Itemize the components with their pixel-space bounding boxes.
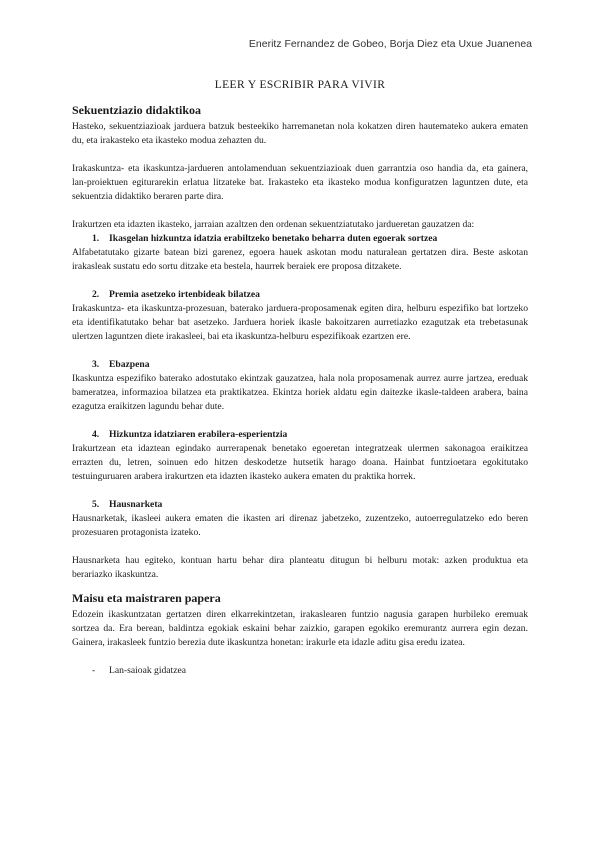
section-heading-maisu: Maisu eta maistraren papera [72, 591, 221, 605]
page-header-authors: Eneritz Fernandez de Gobeo, Borja Diez eta Uxue Juanenea [248, 38, 532, 50]
paragraph: Hasteko, sekuentziazioak jarduera batzuk besteekiko harremanetan nola kokatzen diren hautemateko aukera ematen du, eta irakasteko eta ikasteko modua zehazten du. [72, 121, 528, 146]
numbered-item-text: Irakurtzean eta idaztean egindako aurrerapenak benetako egoeretan integratzeak ulermen sakonagoa eraikitzea errazten du, letren, soinuen edo hitzen deskodetze hutsetik harago doana. Hainbat funtzioetara egokitutako testuinguruaren arabera irakurtzen eta idazten ikasteko aukera ematen du praktika horrek. [72, 443, 528, 482]
numbered-item-heading: 3. Ebazpena [92, 359, 150, 370]
numbered-item-text: Hausnarketak, ikasleei aukera ematen die ikasten ari direnaz jabetzeko, zuzentzeko, autoerregulatzeko edo beren prozesuaren protagonista izateko. [72, 513, 528, 538]
paragraph: Irakurtzen eta idazten ikasteko, jarraian azaltzen den ordenan sekuentziatutako jardueretan gauzatzen da: [72, 219, 475, 230]
document-body [72, 103, 528, 678]
numbered-item-text: Irakaskuntza- eta ikaskuntza-prozesuan, baterako jarduera-proposamenak egiten dira, helburu espezifiko bat lortzeko eta identifikatutako behar bat asetzeko. Jarduera horiek ikasle bakoitzaren aurretiazko ezagutzak eta trebetasunak ulertzen laguntzen diete irakasleei, bai eta ikaskuntza-helburu espezifikoak ezartzen ere. [72, 303, 528, 342]
numbered-item-heading: 2. Premia asetzeko irtenbideak bilatzea [92, 289, 260, 300]
numbered-item-heading: 5. Hausnarketa [92, 499, 163, 510]
numbered-item-text: Alfabetatutako gizarte batean bizi garenez, egoera hauek askotan modu naturalean gertatzen dira. Beste askotan irakasleak sustatu edo sortu ditzake eta bestela, haurrek beraiek ere proposa ditzakete. [72, 247, 528, 272]
paragraph: Hausnarketa hau egiteko, kontuan hartu behar dira planteatu ditugun bi helburu motak: azken produktua eta berariazko ikaskuntza. [72, 555, 528, 580]
numbered-item-heading: 1. Ikasgelan hizkuntza idatzia erabiltzeko benetako beharra duten egoerak sortzea [92, 233, 438, 244]
list-item: - Lan-saioak gidatzea [92, 665, 186, 676]
numbered-item-text: Ikaskuntza espezifiko baterako adostutako ekintzak gauzatzea, hala nola proposamenak aurrez aurre jartzea, ereduak bameratzea, informazioa bilatzea eta praktikatzea. Ekintza horiek aldatu egin daitezke ikasle-taldeen arabera, baina ezagutza eraikitzen lagundu behar dute. [72, 373, 528, 412]
numbered-item-heading: 4. Hizkuntza idatziaren erabilera-esperientzia [92, 429, 288, 440]
paragraph: Edozein ikaskuntzatan gertatzen diren elkarrekintzetan, irakaslearen funtzio nagusia garapen hurbileko eremuak sortzea da. Era berean, baldintza egokiak eskaini behar zaizkio, garapen egokiko eremurantz aurrera egin dezan. Gainera, irakasleek funtzio berezia dute ikaskuntza honetan: irakurle eta idazle aditu gisa eredu izatea. [72, 609, 528, 648]
section-heading-sekuentziazio: Sekuentziazio didaktikoa [72, 103, 202, 117]
paragraph: Irakaskuntza- eta ikaskuntza-jardueren antolamenduan sekuentziazioak duen garrantzia oso handia da, eta gainera, lan-proiektuen egiturarekin erlatua litzateke bat. Irakasteko eta ikasteko modua konfiguratzen laguntzen dute, eta sekuentzia didaktiko beraren parte dira. [72, 163, 528, 202]
document-title: LEER Y ESCRIBIR PARA VIVIR [214, 79, 386, 91]
